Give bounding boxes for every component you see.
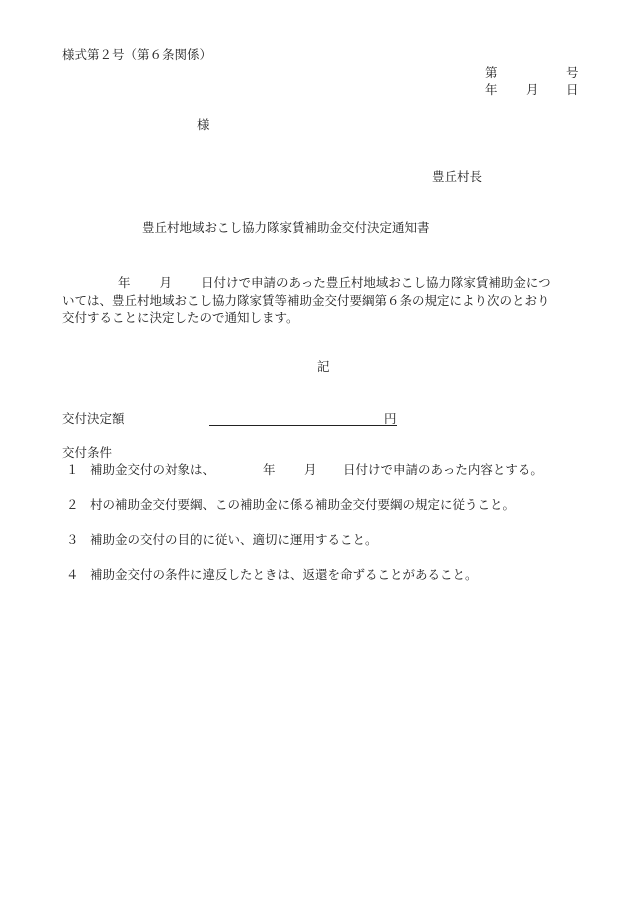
- amount-label: 交付決定額: [62, 411, 125, 426]
- condition-year: 年: [263, 462, 276, 477]
- amount-blank-line: [209, 425, 397, 426]
- notice-body: [62, 274, 582, 327]
- condition-text: 補助金の交付の目的に従い、適切に運用すること。: [90, 532, 378, 547]
- date-month: 月: [526, 82, 539, 97]
- condition-number: ３: [66, 532, 79, 547]
- body-line-2: いては、豊丘村地域おこし協力隊家賃等補助金交付要綱第６条の規定により次のとおり: [62, 292, 550, 308]
- condition-month: 月: [304, 462, 317, 477]
- body-month: 月: [159, 275, 173, 290]
- condition-number: １: [66, 462, 79, 477]
- condition-text-b: 日付けで申請のあった内容とする。: [343, 462, 543, 477]
- body-line-1-text: 日付けで申請のあった豊丘村地域おこし協力隊家賃補助金につ: [201, 275, 551, 290]
- ki-heading: 記: [317, 359, 330, 374]
- date-year: 年: [485, 82, 498, 97]
- date-day: 日: [566, 82, 579, 97]
- condition-text: 補助金交付の条件に違反したときは、返還を命ずることがあること。: [90, 567, 478, 582]
- body-line-1: [62, 274, 582, 292]
- body-line-3: 交付することに決定したので通知します。: [62, 310, 299, 325]
- condition-number: ２: [66, 497, 79, 512]
- condition-text: 村の補助金交付要綱、この補助金に係る補助金交付要綱の規定に従うこと。: [90, 497, 516, 512]
- number-go: 号: [566, 65, 579, 80]
- amount-unit: 円: [384, 411, 397, 426]
- number-dai: 第: [485, 65, 498, 80]
- sender-name: 豊丘村長: [432, 169, 483, 184]
- document-title: 豊丘村地域おこし協力隊家賃補助金交付決定通知書: [142, 220, 430, 235]
- condition-number: ４: [66, 567, 79, 582]
- form-label: 様式第２号（第６条関係）: [62, 47, 213, 62]
- addressee-honorific: 様: [197, 117, 210, 132]
- condition-text-a: 補助金交付の対象は、: [90, 462, 216, 477]
- body-year: 年: [118, 275, 131, 290]
- conditions-heading: 交付条件: [62, 445, 113, 460]
